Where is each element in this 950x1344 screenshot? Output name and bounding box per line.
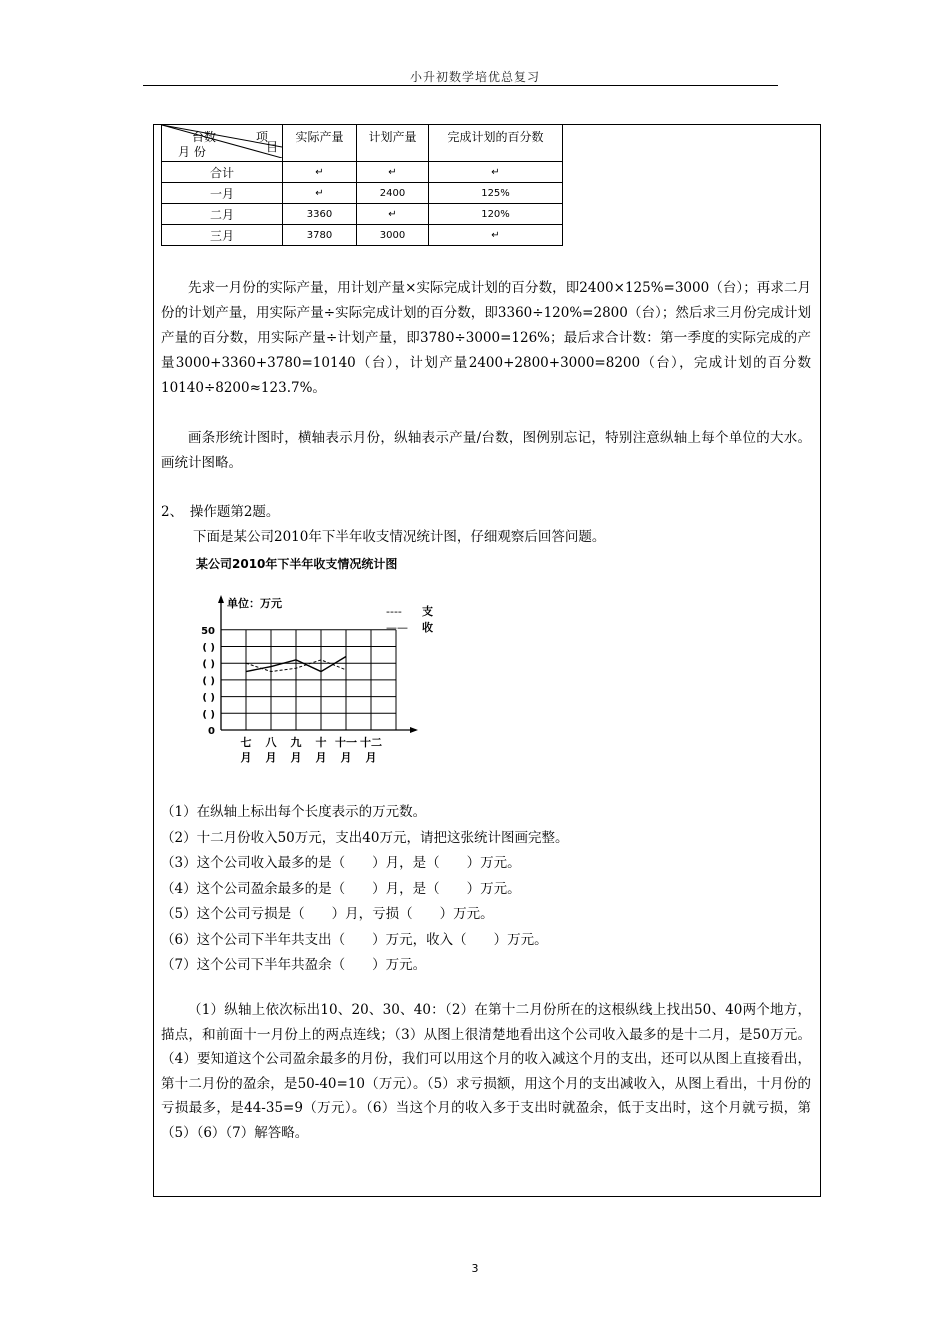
cell-mark: ↵ xyxy=(283,162,357,183)
table-row xyxy=(162,183,563,204)
y-tick-label: ( ) xyxy=(202,692,215,704)
solution2-paragraph: （1）纵轴上依次标出10、20、30、40：（2）在第十二月份所在的这根纵线上找出50、40两个地方，描点，和前面十一月份上的两点连线；（3）从图上很清楚地看出这个公司收入最多的是十二月，是50万元。（4）要知道这个公司盈余最多的月份，我们可以用这个月的收入减这个月的支出，还可以从图上直接看出，第十二月份的盈余，是50-40=10（万元）。（5）求亏损额，用这个月的支出减收入，从图上看出，十月份的亏损最多，是44-35=9（万元）。（6）当这个月的收入多于支出时就盈余，低于支出时，这个月就亏损，第（5）（6）（7）解答略。 xyxy=(161,1002,811,1141)
cell-plan: 3000 xyxy=(357,225,429,246)
legend-label: 收 xyxy=(422,621,433,634)
x-tick-label: 月 xyxy=(315,751,327,764)
table-row xyxy=(162,204,563,225)
solution1-paragraph1: 先求一月份的实际产量，用计划产量×实际完成计划的百分数，即2400×125%=3000（台）；再求二月份的计划产量，用实际产量÷实际完成计划的百分数，即3360÷120%=2800（台）；然后求三月份完成计划产量的百分数，用实际产量÷计划产量，即3780÷3000=126%；最后求合计数：第一季度的实际完成的产量3000+3360+3780=10140（台），计划产量2400+2800+3000=8200（台），完成计划的百分数10140÷8200≈123.7%。 xyxy=(161,280,811,396)
table-row xyxy=(162,162,563,183)
legend-label: 支 xyxy=(422,605,433,618)
cell-mark: ↵ xyxy=(283,183,357,204)
legend-mark: ---- xyxy=(386,605,402,618)
diag-label-count: 台数 xyxy=(192,130,217,144)
question-item: （5）这个公司亏损是（ ）月，亏损（ ）万元。 xyxy=(161,906,494,922)
x-tick-label: 十一 xyxy=(335,736,357,749)
row-label: 合计 xyxy=(162,162,283,183)
y-axis-arrow xyxy=(218,595,224,603)
question-item: （4）这个公司盈余最多的是（ ）月，是（ ）万元。 xyxy=(161,880,521,897)
cell-actual: 3360 xyxy=(283,204,357,225)
cell-mark: ↵ xyxy=(357,204,429,225)
cell-actual: 3780 xyxy=(283,225,357,246)
x-axis-arrow xyxy=(410,727,418,733)
y-tick-label: ( ) xyxy=(202,675,215,687)
unit-label: 单位：万元 xyxy=(227,597,282,610)
question-list xyxy=(161,800,568,979)
x-tick-label: 月 xyxy=(365,751,377,764)
solution1-paragraph2: 画条形统计图时，横轴表示月份，纵轴表示产量/台数，图例别忘记，特别注意纵轴上每个单位的大水。画统计图略。 xyxy=(161,430,811,471)
page-header: 小升初数学培优总复习 xyxy=(409,70,540,84)
diagonal-header-cell xyxy=(162,125,283,162)
question-item: （3）这个公司收入最多的是（ ）月，是（ ）万元。 xyxy=(161,855,521,871)
question-item: （7）这个公司下半年共盈余（ ）万元。 xyxy=(161,957,427,973)
col-header-pct: 完成计划的百分数 xyxy=(429,125,563,162)
table-row xyxy=(162,225,563,246)
row-label: 一月 xyxy=(162,183,283,204)
x-tick-label: 十 xyxy=(315,736,327,749)
x-tick-label: 月 xyxy=(290,751,302,764)
cell-pct: 125% xyxy=(429,183,563,204)
col-header-plan: 计划产量 xyxy=(357,125,429,162)
y-tick-label: ( ) xyxy=(202,642,215,654)
x-tick-label: 十二 xyxy=(360,736,382,749)
x-tick-label: 月 xyxy=(340,751,352,764)
x-tick-label: 九 xyxy=(290,736,302,749)
diag-label-item-2: 目 xyxy=(266,140,279,154)
question-item: （1）在纵轴上标出每个长度表示的万元数。 xyxy=(161,804,427,820)
cell-plan: 2400 xyxy=(357,183,429,204)
y-tick-label: 50 xyxy=(201,625,215,637)
x-tick-label: 七 xyxy=(240,736,252,749)
y-tick-label: 0 xyxy=(208,726,215,737)
cell-pct: 120% xyxy=(429,204,563,225)
y-tick-label: ( ) xyxy=(202,659,215,671)
x-tick-label: 月 xyxy=(265,751,277,764)
row-label: 二月 xyxy=(162,204,283,225)
legend-mark: —— xyxy=(386,621,408,634)
income-expense-chart xyxy=(196,585,456,775)
question2-title: 2、 操作题第2题。 xyxy=(161,504,280,520)
chart-title: 某公司2010年下半年收支情况统计图 xyxy=(196,557,398,571)
question2-intro: 下面是某公司2010年下半年收支情况统计图，仔细观察后回答问题。 xyxy=(193,529,606,545)
x-tick-label: 八 xyxy=(265,736,277,749)
diag-label-item: 项 xyxy=(256,130,269,144)
question-item: （6）这个公司下半年共支出（ ）万元，收入（ ）万元。 xyxy=(161,931,548,948)
y-tick-label: ( ) xyxy=(202,709,215,721)
question-item: （2）十二月份收入50万元，支出40万元，请把这张统计图画完整。 xyxy=(161,829,569,846)
x-tick-label: 月 xyxy=(240,751,252,764)
page-number: 3 xyxy=(471,1262,479,1275)
cell-mark: ↵ xyxy=(429,225,563,246)
col-header-actual: 实际产量 xyxy=(283,125,357,162)
table-header-row xyxy=(162,125,563,162)
production-table xyxy=(161,124,563,246)
cell-mark: ↵ xyxy=(357,162,429,183)
row-label: 三月 xyxy=(162,225,283,246)
cell-mark: ↵ xyxy=(429,162,563,183)
header-rule xyxy=(143,85,778,86)
diag-label-month: 月 份 xyxy=(178,145,206,159)
